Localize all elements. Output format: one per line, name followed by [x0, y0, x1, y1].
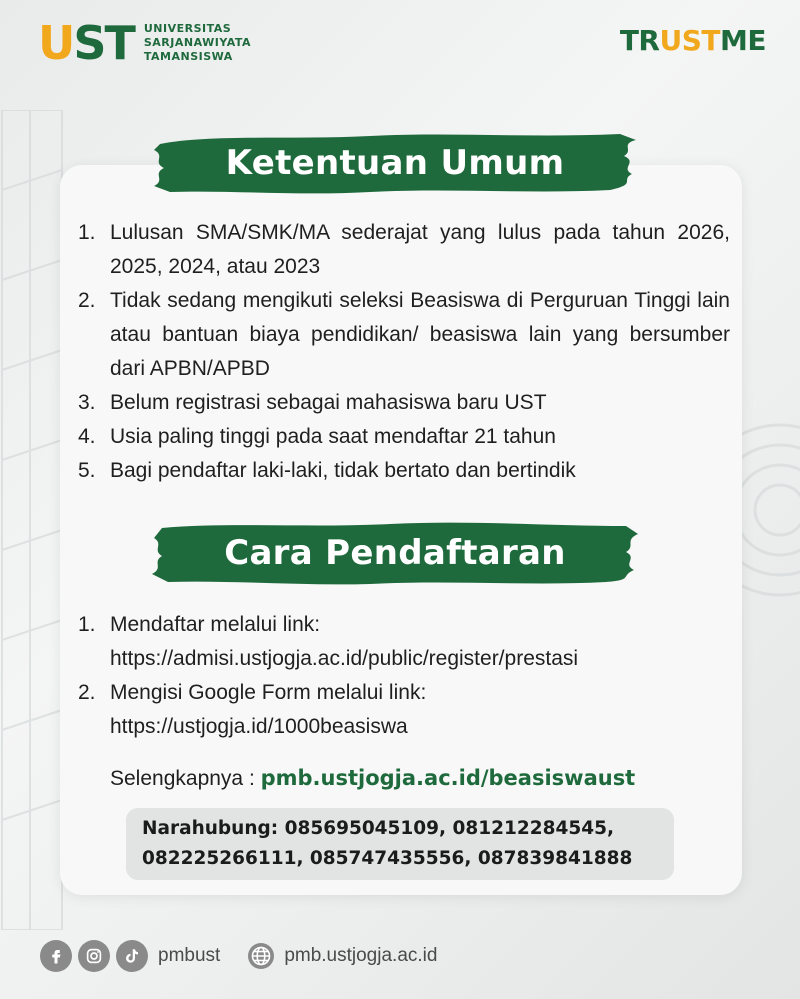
list-item [78, 420, 730, 454]
ust-logo-mark [38, 16, 134, 70]
facebook-icon[interactable] [40, 940, 72, 972]
contact-line1: Narahubung: 085695045109, 081212284545, [142, 818, 615, 839]
university-name-line3: TAMANSISWA [143, 50, 233, 63]
more-info-link[interactable]: pmb.ustjogja.ac.id/beasiswaust [260, 766, 636, 790]
list-text: Belum registrasi sebagai mahasiswa baru UST [110, 391, 547, 414]
list-item [78, 608, 730, 676]
list-text: Mendaftar melalui link: [110, 613, 321, 636]
list-item [78, 284, 730, 386]
list-number: 2. [78, 289, 96, 312]
more-info [110, 766, 635, 791]
contact-line2: 082225266111, 085747435556, 087839841888 [142, 848, 633, 869]
section-title-pendaftaran: Cara Pendaftaran [224, 533, 566, 573]
social-handle[interactable]: pmbust [158, 945, 221, 966]
list-text: Lulusan SMA/SMK/MA sederajat yang lulus pada tahun 2026, 2025, 2024, atau 2023 [110, 221, 730, 278]
list-item [78, 454, 730, 488]
list-number: 4. [78, 425, 96, 448]
globe-icon [246, 941, 276, 971]
logo-letters-st: ST [73, 16, 134, 70]
requirements-list [78, 216, 730, 488]
ust-logo [38, 16, 252, 70]
logo-letter-u: U [38, 16, 74, 70]
list-number: 2. [78, 681, 96, 704]
list-number: 1. [78, 221, 96, 244]
footer [40, 938, 437, 974]
list-item [78, 216, 730, 284]
list-text: Mengisi Google Form melalui link: [110, 681, 427, 704]
instagram-icon[interactable] [78, 940, 110, 972]
section-title-ketentuan: Ketentuan Umum [225, 143, 565, 183]
list-text: Usia paling tinggi pada saat mendaftar 21 tahun [110, 425, 556, 448]
list-text: Bagi pendaftar laki-laki, tidak bertato dan bertindik [110, 459, 576, 482]
list-item [78, 386, 730, 420]
contact-box [126, 808, 674, 880]
list-item [78, 676, 730, 744]
more-info-label: Selengkapnya : [110, 767, 261, 790]
registration-steps-list [78, 608, 730, 744]
trustme-logo-part3: ME [720, 24, 766, 57]
trustme-logo-part2: UST [659, 24, 720, 57]
university-name [144, 22, 251, 64]
list-number: 5. [78, 459, 96, 482]
university-name-line1: UNIVERSITAS [143, 22, 232, 35]
section-banner-pendaftaran [150, 520, 640, 586]
section-banner-ketentuan [150, 130, 640, 196]
registration-link-google-form[interactable]: https://ustjogja.id/1000beasiswa [110, 715, 408, 738]
website-link[interactable]: pmb.ustjogja.ac.id [284, 945, 438, 966]
trustme-logo [620, 24, 766, 57]
list-number: 3. [78, 391, 96, 414]
registration-link-admisi[interactable]: https://admisi.ustjogja.ac.id/public/register/prestasi [110, 647, 579, 670]
tiktok-icon[interactable] [116, 940, 148, 972]
trustme-logo-part1: TR [619, 24, 660, 57]
list-number: 1. [78, 613, 96, 636]
university-name-line2: SARJANAWIYATA [143, 36, 252, 49]
list-text: Tidak sedang mengikuti seleksi Beasiswa di Perguruan Tinggi lain atau bantuan biaya pendidikan/ beasiswa lain yang bersumber dari APBN/APBD [110, 289, 730, 380]
